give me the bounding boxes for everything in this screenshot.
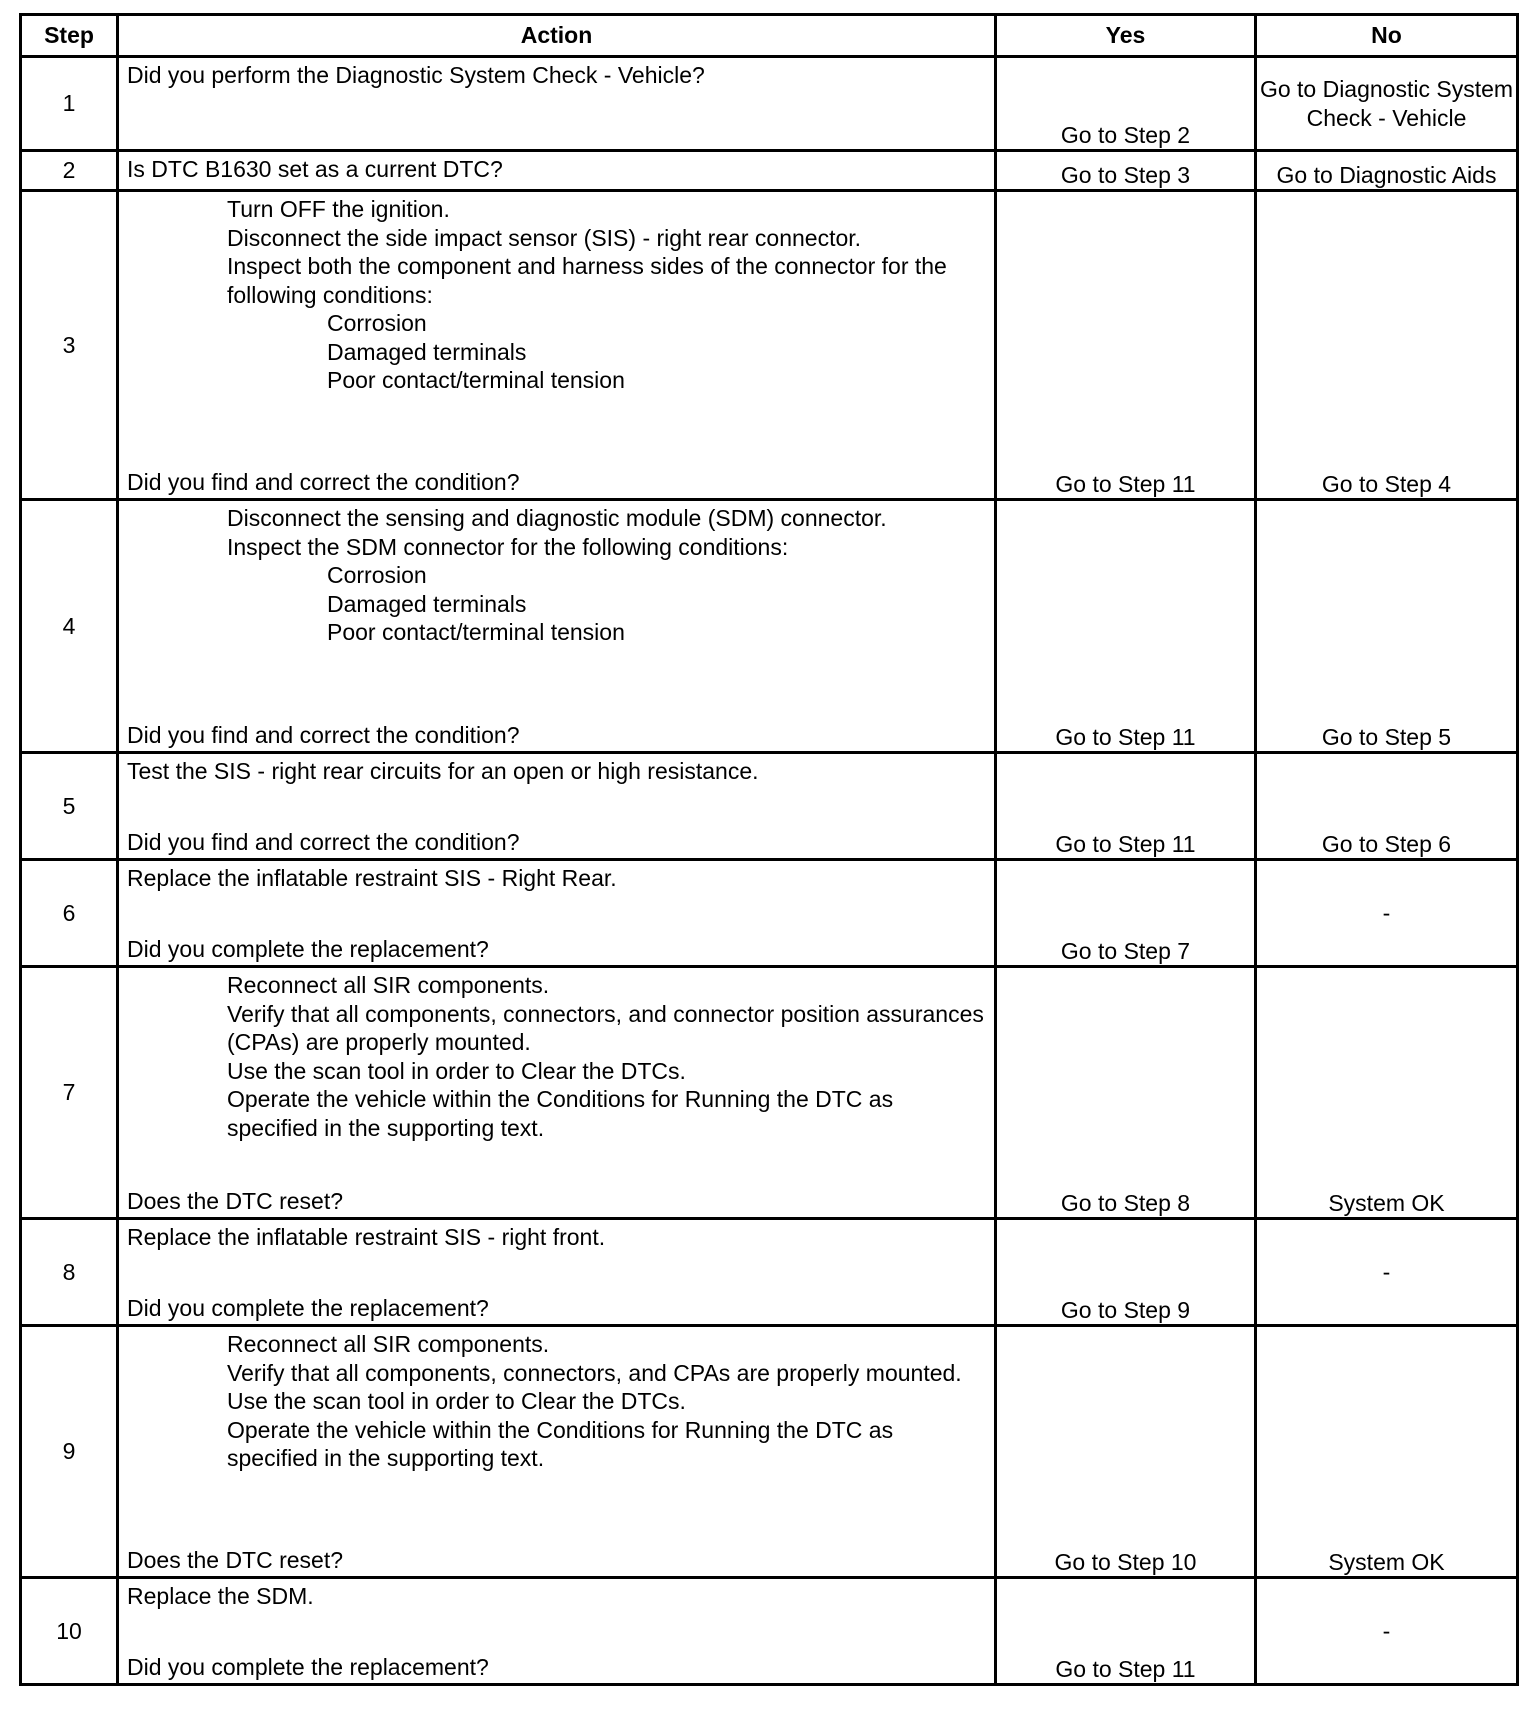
instruction-text: Inspect the SDM connector for the following conditions:	[227, 533, 789, 560]
no-cell: Go to Step 6	[1256, 753, 1518, 860]
table-row	[21, 191, 1518, 500]
no-cell: Go to Step 4	[1256, 191, 1518, 500]
no-cell: -	[1256, 1578, 1518, 1685]
step-number: 1	[21, 57, 118, 151]
yes-cell: Go to Step 11	[996, 191, 1256, 500]
step-number: 7	[21, 967, 118, 1219]
diagnostic-table	[19, 13, 1519, 1686]
no-cell: Go to Diagnostic System Check - Vehicle	[1256, 57, 1518, 151]
instruction-text: Verify that all components, connectors, and connector position assurances (CPAs) are properly mounted.	[227, 1000, 984, 1055]
action-cell	[118, 57, 996, 151]
yes-cell: Go to Step 2	[996, 57, 1256, 151]
table-row	[21, 753, 1518, 860]
table-row	[21, 500, 1518, 753]
condition-item: Poor contact/terminal tension	[327, 367, 625, 393]
yes-cell: Go to Step 7	[996, 860, 1256, 967]
question-text: Did you find and correct the condition?	[127, 828, 520, 855]
step-number: 10	[21, 1578, 118, 1685]
question-text: Did you complete the replacement?	[127, 1294, 489, 1321]
header-row	[21, 15, 1518, 57]
yes-cell: Go to Step 11	[996, 1578, 1256, 1685]
condition-item: Corrosion	[327, 310, 427, 336]
action-cell	[118, 860, 996, 967]
instruction-text: Use the scan tool in order to Clear the DTCs.	[227, 1057, 686, 1084]
step-number: 8	[21, 1219, 118, 1326]
instruction-text: Replace the SDM.	[127, 1583, 314, 1609]
yes-cell: Go to Step 8	[996, 967, 1256, 1219]
header-no: No	[1256, 15, 1518, 57]
instruction-text: Operate the vehicle within the Conditions for Running the DTC as specified in the supporting text.	[227, 1086, 894, 1141]
instruction-text: Replace the inflatable restraint SIS - Right Rear.	[127, 865, 617, 891]
condition-item: Damaged terminals	[327, 338, 527, 365]
question-text: Did you complete the replacement?	[127, 935, 489, 962]
action-cell	[118, 1578, 996, 1685]
condition-item: Corrosion	[327, 562, 427, 588]
condition-item: Damaged terminals	[327, 590, 527, 617]
instruction-text: Operate the vehicle within the Conditions for Running the DTC as specified in the supporting text.	[227, 1416, 894, 1471]
table-row	[21, 57, 1518, 151]
action-cell	[118, 753, 996, 860]
question-text: Did you find and correct the condition?	[127, 468, 520, 495]
instruction-text: Disconnect the sensing and diagnostic module (SDM) connector.	[227, 505, 887, 531]
yes-cell: Go to Step 11	[996, 753, 1256, 860]
step-number: 5	[21, 753, 118, 860]
action-cell	[118, 151, 996, 191]
instruction-block	[127, 504, 986, 647]
action-cell	[118, 500, 996, 753]
table-row	[21, 1219, 1518, 1326]
yes-cell: Go to Step 9	[996, 1219, 1256, 1326]
action-cell	[118, 1326, 996, 1578]
table-row	[21, 860, 1518, 967]
yes-cell: Go to Step 11	[996, 500, 1256, 753]
step-number: 3	[21, 191, 118, 500]
table-row	[21, 1578, 1518, 1685]
table-row	[21, 967, 1518, 1219]
question-text: Does the DTC reset?	[127, 1546, 344, 1573]
header-step: Step	[21, 15, 118, 57]
question-text: Did you perform the Diagnostic System Check - Vehicle?	[127, 62, 705, 88]
header-yes: Yes	[996, 15, 1256, 57]
yes-cell: Go to Step 3	[996, 151, 1256, 191]
action-cell	[118, 967, 996, 1219]
condition-item: Poor contact/terminal tension	[327, 619, 625, 645]
no-cell: -	[1256, 860, 1518, 967]
step-number: 4	[21, 500, 118, 753]
instruction-text: Inspect both the component and harness sides of the connector for the following conditions:	[227, 253, 947, 308]
instruction-text: Disconnect the side impact sensor (SIS) - right rear connector.	[227, 224, 862, 251]
no-cell: System OK	[1256, 967, 1518, 1219]
instruction-text: Use the scan tool in order to Clear the DTCs.	[227, 1388, 686, 1414]
question-text: Did you find and correct the condition?	[127, 721, 520, 748]
no-cell: System OK	[1256, 1326, 1518, 1578]
instruction-text: Verify that all components, connectors, and CPAs are properly mounted.	[227, 1359, 962, 1386]
instruction-text: Reconnect all SIR components.	[227, 972, 550, 998]
no-cell: -	[1256, 1219, 1518, 1326]
no-cell: Go to Diagnostic Aids	[1256, 151, 1518, 191]
question-text: Is DTC B1630 set as a current DTC?	[127, 156, 503, 182]
action-cell	[118, 1219, 996, 1326]
header-action: Action	[118, 15, 996, 57]
step-number: 6	[21, 860, 118, 967]
instruction-block	[127, 971, 986, 1142]
instruction-text: Replace the inflatable restraint SIS - right front.	[127, 1224, 606, 1250]
instruction-text: Reconnect all SIR components.	[227, 1331, 550, 1357]
yes-cell: Go to Step 10	[996, 1326, 1256, 1578]
instruction-text: Turn OFF the ignition.	[227, 196, 450, 222]
question-text: Does the DTC reset?	[127, 1187, 344, 1214]
question-text: Did you complete the replacement?	[127, 1653, 489, 1680]
table-row	[21, 1326, 1518, 1578]
no-cell: Go to Step 5	[1256, 500, 1518, 753]
step-number: 2	[21, 151, 118, 191]
instruction-text: Test the SIS - right rear circuits for an open or high resistance.	[127, 758, 759, 784]
table-row	[21, 151, 1518, 191]
instruction-block	[127, 1330, 986, 1473]
step-number: 9	[21, 1326, 118, 1578]
instruction-block	[127, 195, 986, 395]
action-cell	[118, 191, 996, 500]
